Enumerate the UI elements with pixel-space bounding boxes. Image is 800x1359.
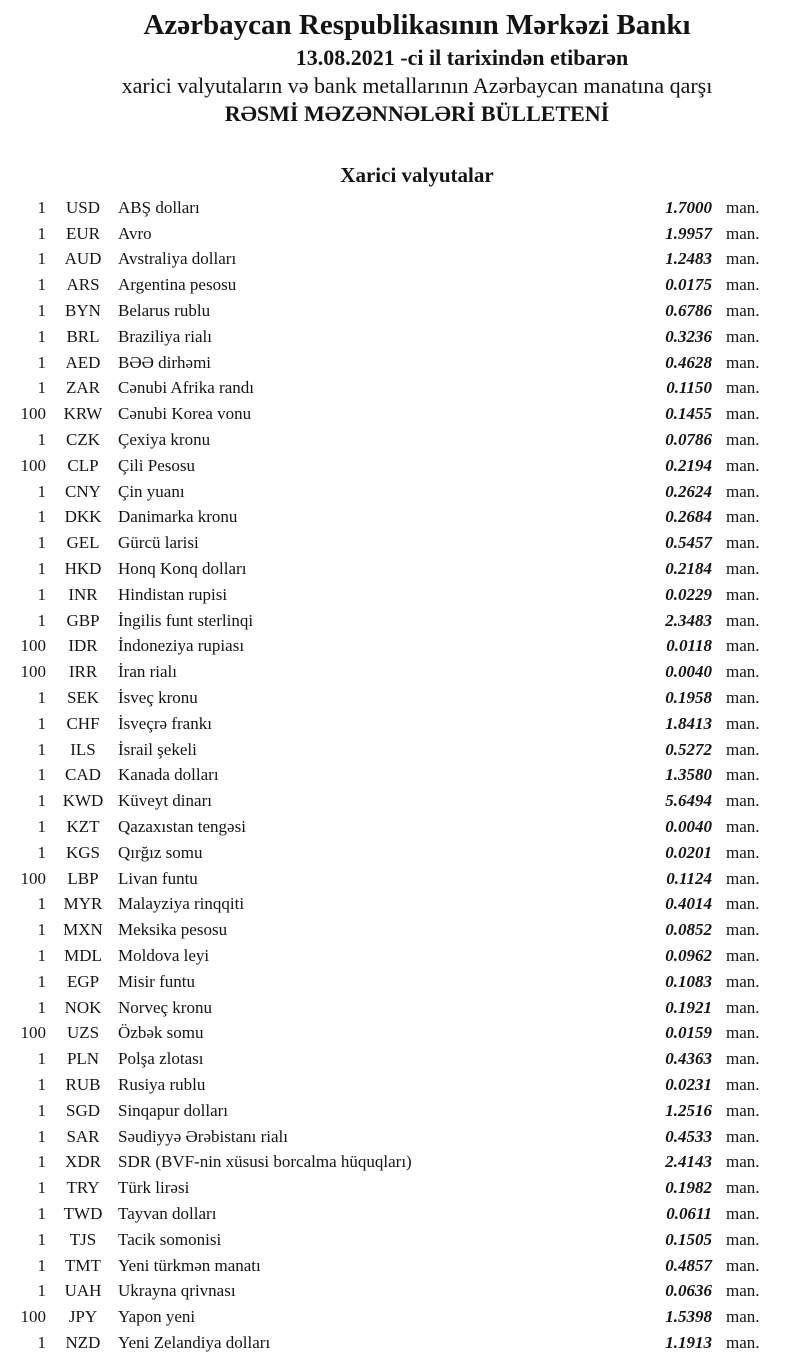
rate-row (0, 530, 800, 556)
currency-code: UAH (64, 1281, 102, 1301)
currency-code: BYN (65, 301, 101, 321)
unit-label: man. (726, 430, 760, 450)
unit-label: man. (726, 481, 760, 501)
currency-quantity: 1 (37, 584, 46, 604)
currency-name: Gürcü larisi (118, 533, 199, 553)
rate-value: 1.1913 (665, 1332, 712, 1352)
rate-row (0, 350, 800, 376)
unit-label: man. (726, 249, 760, 269)
currency-name: Sinqapur dolları (118, 1100, 229, 1120)
unit-label: man. (726, 739, 760, 759)
currency-quantity: 1 (37, 1281, 46, 1301)
rate-value: 1.2516 (665, 1100, 712, 1120)
unit-label: man. (726, 533, 760, 553)
currency-code: CZK (66, 430, 100, 450)
currency-name: Avro (118, 223, 152, 243)
currency-name: Cənubi Korea vonu (118, 404, 252, 424)
currency-name: Misir funtu (118, 971, 195, 991)
rate-value: 0.2184 (665, 559, 712, 579)
currency-name: İsrail şekeli (118, 739, 197, 759)
rate-row (0, 427, 800, 453)
rate-value: 1.7000 (665, 197, 712, 217)
rate-value: 1.2483 (665, 249, 712, 269)
currency-code: GBP (66, 610, 100, 630)
unit-label: man. (726, 559, 760, 579)
unit-label: man. (726, 920, 760, 940)
rate-value: 0.2624 (665, 481, 712, 501)
rate-row (0, 866, 800, 892)
rate-value: 0.1150 (666, 378, 712, 398)
unit-label: man. (726, 713, 760, 733)
currency-code: TWD (63, 1203, 103, 1223)
currency-code: PLN (66, 1049, 100, 1069)
rate-value: 0.2684 (665, 507, 712, 527)
rate-row (0, 788, 800, 814)
unit-label: man. (726, 894, 760, 914)
currency-name: Çili Pesosu (118, 455, 195, 475)
currency-name: Qırğız somu (118, 842, 203, 862)
rate-row (0, 840, 800, 866)
currency-quantity: 1 (37, 1332, 46, 1352)
currency-quantity: 1 (37, 971, 46, 991)
currency-name: Rusiya rublu (118, 1074, 206, 1094)
currency-name: Braziliya rialı (118, 326, 212, 346)
currency-quantity: 100 (20, 636, 46, 656)
currency-code: AED (65, 352, 101, 372)
rate-row (0, 1072, 800, 1098)
rate-value: 0.4363 (665, 1049, 712, 1069)
rate-value: 1.9957 (665, 223, 712, 243)
currency-name: Qazaxıstan tengəsi (118, 817, 246, 837)
rate-value: 0.1455 (665, 404, 712, 424)
rate-row (0, 298, 800, 324)
rates-table (0, 195, 800, 1356)
currency-quantity: 1 (37, 326, 46, 346)
rate-row (0, 659, 800, 685)
unit-label: man. (726, 765, 760, 785)
currency-code: LBP (67, 868, 99, 888)
currency-quantity: 1 (37, 1255, 46, 1275)
rate-value: 0.1083 (665, 971, 712, 991)
currency-quantity: 1 (37, 1178, 46, 1198)
currency-name: Norveç kronu (118, 997, 212, 1017)
currency-code: ILS (70, 739, 96, 759)
currency-quantity: 1 (37, 275, 46, 295)
unit-label: man. (726, 868, 760, 888)
unit-label: man. (726, 1332, 760, 1352)
rate-value: 0.0040 (665, 662, 712, 682)
currency-code: NZD (65, 1332, 101, 1352)
unit-label: man. (726, 1178, 760, 1198)
rate-row (0, 969, 800, 995)
currency-code: ARS (66, 275, 100, 295)
currency-quantity: 1 (37, 791, 46, 811)
currency-quantity: 1 (37, 223, 46, 243)
rate-row (0, 917, 800, 943)
currency-quantity: 1 (37, 817, 46, 837)
rate-row (0, 608, 800, 634)
currency-name: Yeni türkmən manatı (118, 1255, 261, 1275)
unit-label: man. (726, 1049, 760, 1069)
unit-label: man. (726, 791, 760, 811)
currency-name: SDR (BVF-nin xüsusi borcalma hüquqları) (118, 1152, 412, 1172)
rate-row (0, 1149, 800, 1175)
unit-label: man. (726, 455, 760, 475)
rate-value: 0.0118 (666, 636, 712, 656)
currency-quantity: 1 (37, 1229, 46, 1249)
currency-quantity: 1 (37, 1074, 46, 1094)
currency-quantity: 100 (20, 868, 46, 888)
bulletin-subtitle: xarici valyutaların və bank metallarının Azərbaycan manatına qarşı (121, 73, 713, 98)
rate-row (0, 814, 800, 840)
currency-name: Yeni Zelandiya dolları (118, 1332, 271, 1352)
currency-quantity: 1 (37, 688, 46, 708)
currency-name: Argentina pesosu (118, 275, 237, 295)
rate-value: 0.4533 (665, 1126, 712, 1146)
unit-label: man. (726, 842, 760, 862)
unit-label: man. (726, 1229, 760, 1249)
currency-quantity: 100 (20, 455, 46, 475)
currency-code: SAR (66, 1126, 100, 1146)
unit-label: man. (726, 817, 760, 837)
currency-quantity: 1 (37, 1152, 46, 1172)
currency-code: MXN (63, 920, 103, 940)
currency-name: Danimarka kronu (118, 507, 238, 527)
unit-label: man. (726, 688, 760, 708)
currency-code: TRY (66, 1178, 100, 1198)
unit-label: man. (726, 404, 760, 424)
currency-name: Yapon yeni (118, 1307, 196, 1327)
rate-value: 0.0175 (665, 275, 712, 295)
unit-label: man. (726, 1203, 760, 1223)
unit-label: man. (726, 584, 760, 604)
unit-label: man. (726, 1100, 760, 1120)
rate-row (0, 763, 800, 789)
rate-value: 2.4143 (665, 1152, 712, 1172)
currency-quantity: 1 (37, 1126, 46, 1146)
bulletin-header (0, 0, 800, 128)
currency-code: CLP (67, 455, 99, 475)
currency-name: Tayvan dolları (118, 1203, 217, 1223)
rate-value: 5.6494 (665, 791, 712, 811)
currency-quantity: 1 (37, 894, 46, 914)
rate-value: 0.4628 (665, 352, 712, 372)
currency-code: IDR (68, 636, 98, 656)
currency-code: AUD (64, 249, 102, 269)
unit-label: man. (726, 1074, 760, 1094)
rate-value: 0.4014 (665, 894, 712, 914)
rate-value: 0.5272 (665, 739, 712, 759)
currency-quantity: 1 (37, 713, 46, 733)
rate-row (0, 1278, 800, 1304)
currency-quantity: 1 (37, 842, 46, 862)
currency-code: TMT (65, 1255, 101, 1275)
currency-name: Polşa zlotası (118, 1049, 204, 1069)
rate-row (0, 582, 800, 608)
currency-quantity: 1 (37, 920, 46, 940)
currency-quantity: 1 (37, 765, 46, 785)
rate-row (0, 737, 800, 763)
currency-name: Çin yuanı (118, 481, 185, 501)
bank-title: Azərbaycan Respublikasının Mərkəzi Bankı (143, 9, 691, 41)
rate-row (0, 1201, 800, 1227)
currency-code: USD (65, 197, 100, 217)
currency-code: SGD (65, 1100, 100, 1120)
rate-row (0, 324, 800, 350)
rate-row (0, 221, 800, 247)
rate-value: 0.6786 (665, 301, 712, 321)
rate-row (0, 195, 800, 221)
currency-name: Tacik somonisi (118, 1229, 222, 1249)
unit-label: man. (726, 275, 760, 295)
currency-quantity: 1 (37, 1100, 46, 1120)
currency-code: HKD (64, 559, 102, 579)
currency-quantity: 1 (37, 378, 46, 398)
currency-name: Səudiyyə Ərəbistanı rialı (118, 1126, 288, 1146)
currency-name: İsveçrə frankı (118, 713, 212, 733)
currency-quantity: 1 (37, 559, 46, 579)
rate-row (0, 634, 800, 660)
currency-name: BƏƏ dirhəmi (118, 352, 212, 372)
rate-value: 0.0962 (665, 946, 712, 965)
currency-name: Ukrayna qrivnası (118, 1281, 236, 1301)
unit-label: man. (726, 507, 760, 527)
currency-code: CAD (65, 765, 101, 785)
currency-name: Livan funtu (118, 868, 198, 888)
rate-row (0, 1098, 800, 1124)
currency-name: Kanada dolları (118, 765, 219, 785)
rate-value: 0.1124 (666, 868, 712, 888)
rate-value: 0.1982 (665, 1178, 712, 1198)
currency-name: Honq Konq dolları (118, 559, 247, 579)
currency-code: JPY (68, 1307, 98, 1327)
currency-quantity: 1 (37, 1049, 46, 1069)
currency-code: UZS (66, 1023, 100, 1043)
rate-value: 0.0786 (665, 430, 712, 450)
currency-code: IRR (68, 662, 98, 682)
rate-value: 0.3236 (665, 326, 712, 346)
unit-label: man. (726, 636, 760, 656)
currency-code: BRL (66, 326, 100, 346)
unit-label: man. (726, 971, 760, 991)
currency-code: ZAR (66, 378, 100, 398)
currency-code: MDL (64, 946, 102, 965)
rate-row (0, 1227, 800, 1253)
currency-quantity: 1 (37, 352, 46, 372)
currency-name: İran rialı (118, 662, 177, 682)
rate-value: 0.0231 (665, 1074, 712, 1094)
rate-value: 0.0040 (665, 817, 712, 837)
unit-label: man. (726, 1152, 760, 1172)
currency-name: Türk lirəsi (118, 1178, 190, 1198)
rate-value: 0.0201 (665, 842, 712, 862)
rate-row (0, 453, 800, 479)
unit-label: man. (726, 1281, 760, 1301)
rate-row (0, 1304, 800, 1330)
currency-quantity: 1 (37, 430, 46, 450)
rate-row (0, 1046, 800, 1072)
rate-row (0, 479, 800, 505)
currency-quantity: 1 (37, 481, 46, 501)
currency-quantity: 1 (37, 249, 46, 269)
currency-code: SEK (66, 688, 100, 708)
currency-code: RUB (65, 1074, 101, 1094)
currency-name: İngilis funt sterlinqi (118, 610, 254, 630)
currency-name: İsveç kronu (118, 688, 198, 708)
currency-code: TJS (69, 1229, 97, 1249)
currency-quantity: 1 (37, 997, 46, 1017)
currency-quantity: 100 (20, 1023, 46, 1043)
unit-label: man. (726, 301, 760, 321)
currency-name: Hindistan rupisi (118, 584, 228, 604)
currency-quantity: 100 (20, 1307, 46, 1327)
currency-quantity: 1 (37, 507, 46, 527)
rate-value: 2.3483 (665, 610, 712, 630)
unit-label: man. (726, 662, 760, 682)
currency-code: GEL (66, 533, 100, 553)
currency-name: Avstraliya dolları (118, 249, 237, 269)
rate-value: 0.1958 (665, 688, 712, 708)
unit-label: man. (726, 1307, 760, 1327)
rate-value: 1.8413 (665, 713, 712, 733)
currency-code: CNY (65, 481, 101, 501)
unit-label: man. (726, 223, 760, 243)
rate-row (0, 505, 800, 531)
currency-name: Cənubi Afrika randı (118, 378, 254, 398)
rate-value: 1.3580 (665, 765, 712, 785)
rate-value: 0.0611 (666, 1203, 712, 1223)
unit-label: man. (726, 352, 760, 372)
currency-code: KGS (65, 842, 100, 862)
currency-code: EGP (66, 971, 100, 991)
rate-row (0, 272, 800, 298)
currency-name: Belarus rublu (118, 301, 211, 321)
rate-value: 0.1921 (665, 997, 712, 1017)
rate-row (0, 1175, 800, 1201)
currency-name: Meksika pesosu (118, 920, 228, 940)
rate-value: 0.1505 (665, 1229, 712, 1249)
unit-label: man. (726, 326, 760, 346)
currency-code: MYR (63, 894, 103, 914)
currency-quantity: 1 (37, 739, 46, 759)
rate-row (0, 995, 800, 1021)
rate-value: 1.5398 (665, 1307, 712, 1327)
rate-value: 0.0852 (665, 920, 712, 940)
unit-label: man. (726, 1126, 760, 1146)
rate-row (0, 556, 800, 582)
currency-name: İndoneziya rupiası (118, 636, 245, 656)
rate-row (0, 711, 800, 737)
unit-label: man. (726, 1255, 760, 1275)
rate-row (0, 685, 800, 711)
rate-value: 0.5457 (665, 533, 712, 553)
currency-code: INR (68, 584, 98, 604)
unit-label: man. (726, 197, 760, 217)
unit-label: man. (726, 378, 760, 398)
rate-value: 0.0229 (665, 584, 712, 604)
currency-name: Moldova leyi (118, 946, 210, 965)
currency-name: Çexiya kronu (118, 430, 211, 450)
currency-name: Küveyt dinarı (118, 791, 212, 811)
unit-label: man. (726, 1023, 760, 1043)
currency-code: KWD (62, 791, 104, 811)
currency-code: DKK (64, 507, 102, 527)
rate-row (0, 1124, 800, 1150)
rate-row (0, 401, 800, 427)
currency-quantity: 1 (37, 533, 46, 553)
unit-label: man. (726, 997, 760, 1017)
section-title-foreign-currencies: Xarici valyutalar (340, 163, 494, 187)
rate-value: 0.0159 (665, 1023, 712, 1043)
currency-quantity: 1 (37, 610, 46, 630)
currency-name: Özbək somu (118, 1023, 204, 1043)
currency-quantity: 1 (37, 946, 46, 965)
unit-label: man. (726, 946, 760, 965)
rate-row (0, 1253, 800, 1279)
currency-quantity: 1 (37, 197, 46, 217)
rate-value: 0.4857 (665, 1255, 712, 1275)
currency-name: ABŞ dolları (118, 197, 200, 217)
currency-code: KZT (66, 817, 100, 837)
currency-name: Malayziya rinqqiti (118, 894, 245, 914)
currency-code: EUR (66, 223, 100, 243)
rate-row (0, 1021, 800, 1047)
currency-quantity: 100 (20, 404, 46, 424)
currency-code: XDR (65, 1152, 101, 1172)
rate-row (0, 247, 800, 273)
currency-quantity: 100 (20, 662, 46, 682)
effective-date-line: 13.08.2021 -ci il tarixindən etibarən (295, 45, 629, 70)
rate-value: 0.0636 (665, 1281, 712, 1301)
currency-code: CHF (66, 713, 100, 733)
rate-row (0, 376, 800, 402)
rate-row (0, 1330, 800, 1356)
bulletin-title: RƏSMİ MƏZƏNNƏLƏRİ BÜLLETENİ (224, 101, 610, 126)
unit-label: man. (726, 610, 760, 630)
rate-row (0, 943, 800, 969)
currency-quantity: 1 (37, 301, 46, 321)
currency-quantity: 1 (37, 1203, 46, 1223)
rate-row (0, 892, 800, 918)
rate-value: 0.2194 (665, 455, 712, 475)
currency-code: NOK (64, 997, 102, 1017)
currency-code: KRW (63, 404, 103, 424)
